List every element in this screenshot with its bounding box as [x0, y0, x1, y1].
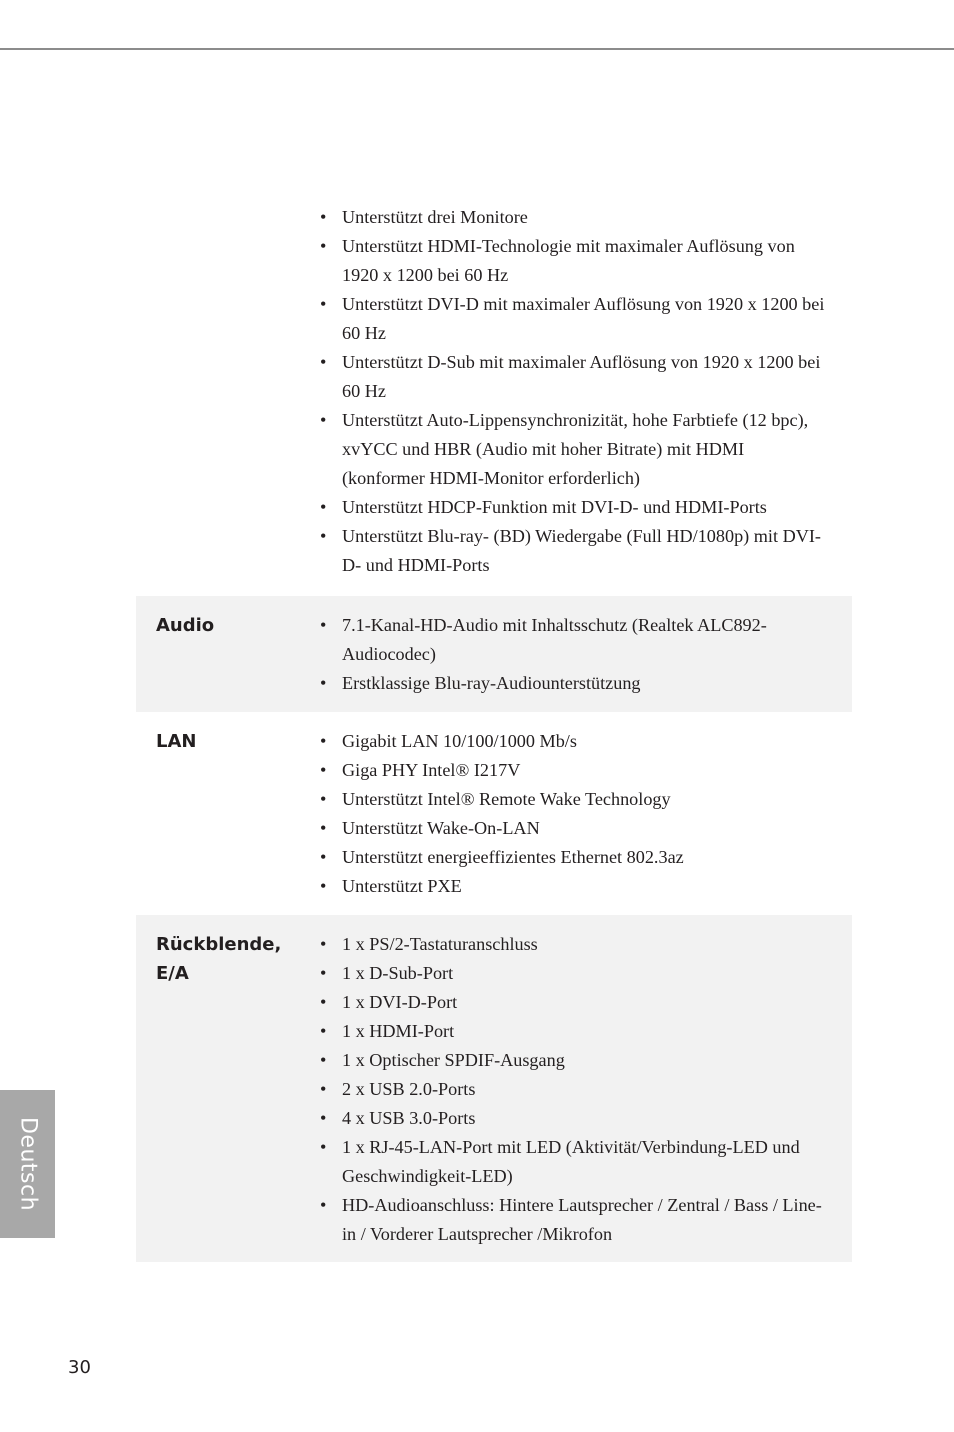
- bullet-icon: •: [320, 1079, 327, 1099]
- list-item-text: 1 x HDMI-Port: [342, 1021, 455, 1041]
- list-item: [300, 814, 830, 843]
- bullet-icon: •: [320, 963, 327, 983]
- list-item: [300, 611, 830, 669]
- spec-label-text-line1: Rückblende,: [156, 934, 282, 955]
- list-item-text: Unterstützt drei Monitore: [342, 207, 528, 227]
- bullet-icon: •: [320, 847, 327, 867]
- list-item: [300, 872, 830, 901]
- list-item: [300, 203, 830, 232]
- list-item: [300, 988, 830, 1017]
- language-tab: [0, 1090, 55, 1238]
- list-item-text: HD-Audioanschluss: Hintere Lautsprecher / Zentral / Bass / Line-in / Vorderer Lautsprecher /Mikrofon: [342, 1195, 822, 1244]
- list-item: [300, 727, 830, 756]
- list-item: [300, 959, 830, 988]
- list-item-text: Erstklassige Blu-ray-Audiounterstützung: [342, 673, 641, 693]
- list-item: [300, 290, 830, 348]
- list-item-text: 1 x PS/2-Tastaturanschluss: [342, 934, 538, 954]
- bullet-icon: •: [320, 1021, 327, 1041]
- list-item: [300, 669, 830, 698]
- bullet-icon: •: [320, 1050, 327, 1070]
- bullet-icon: •: [320, 294, 327, 314]
- spec-list-lan: [300, 727, 830, 901]
- spec-row-graphics-continued: [136, 198, 852, 596]
- list-item: [300, 232, 830, 290]
- list-item-text: 1 x D-Sub-Port: [342, 963, 454, 983]
- list-item-text: Unterstützt Intel® Remote Wake Technology: [342, 789, 671, 809]
- spec-label-text: LAN: [156, 731, 197, 752]
- list-item: [300, 493, 830, 522]
- list-item: [300, 1104, 830, 1133]
- list-item: [300, 1133, 830, 1191]
- spec-list-audio: [300, 611, 830, 698]
- spec-list-graphics: [300, 203, 830, 580]
- list-item: [300, 756, 830, 785]
- bullet-icon: •: [320, 1195, 327, 1215]
- spec-label-audio: [136, 611, 300, 640]
- list-item: [300, 930, 830, 959]
- list-item: [300, 1046, 830, 1075]
- bullet-icon: •: [320, 673, 327, 693]
- spec-label-text: Audio: [156, 615, 215, 636]
- list-item-text: 1 x DVI-D-Port: [342, 992, 458, 1012]
- list-item-text: Unterstützt PXE: [342, 876, 462, 896]
- page-number: 30: [68, 1357, 91, 1378]
- list-item: [300, 1191, 830, 1249]
- bullet-icon: •: [320, 789, 327, 809]
- bullet-icon: •: [320, 615, 327, 635]
- list-item-text: Unterstützt HDCP-Funktion mit DVI-D- und HDMI-Ports: [342, 497, 767, 517]
- list-item-text: Unterstützt Blu-ray- (BD) Wiedergabe (Full HD/1080p) mit DVI-D- und HDMI-Ports: [342, 526, 821, 575]
- bullet-icon: •: [320, 207, 327, 227]
- list-item-text: Gigabit LAN 10/100/1000 Mb/s: [342, 731, 577, 751]
- list-item-text: Unterstützt energieeffizientes Ethernet 802.3az: [342, 847, 684, 867]
- spec-row-audio: [136, 596, 852, 712]
- list-item-text: 1 x Optischer SPDIF-Ausgang: [342, 1050, 565, 1070]
- list-item-text: Unterstützt Auto-Lippensynchronizität, hohe Farbtiefe (12 bpc), xvYCC und HBR (Audio mit hoher Bitrate) mit HDMI (konformer HDMI-Monitor erforderlich): [342, 410, 809, 488]
- list-item-text: 7.1-Kanal-HD-Audio mit Inhaltsschutz (Realtek ALC892-Audiocodec): [342, 615, 767, 664]
- spec-label-rear-panel: [136, 930, 300, 988]
- bullet-icon: •: [320, 1137, 327, 1157]
- list-item-text: Giga PHY Intel® I217V: [342, 760, 521, 780]
- bullet-icon: •: [320, 818, 327, 838]
- spec-table: [136, 198, 852, 1262]
- bullet-icon: •: [320, 760, 327, 780]
- list-item: [300, 785, 830, 814]
- bullet-icon: •: [320, 731, 327, 751]
- list-item: [300, 1017, 830, 1046]
- list-item: [300, 1075, 830, 1104]
- list-item: [300, 522, 830, 580]
- header-rule: [0, 48, 954, 50]
- list-item: [300, 348, 830, 406]
- spec-label-text-line2: E/A: [156, 963, 189, 984]
- bullet-icon: •: [320, 934, 327, 954]
- list-item-text: 1 x RJ-45-LAN-Port mit LED (Aktivität/Verbindung-LED und Geschwindigkeit-LED): [342, 1137, 800, 1186]
- list-item: [300, 406, 830, 493]
- bullet-icon: •: [320, 992, 327, 1012]
- list-item-text: Unterstützt HDMI-Technologie mit maximaler Auflösung von 1920 x 1200 bei 60 Hz: [342, 236, 795, 285]
- spec-list-rear-panel: [300, 930, 830, 1249]
- spec-label-lan: [136, 727, 300, 756]
- bullet-icon: •: [320, 876, 327, 896]
- list-item: [300, 843, 830, 872]
- bullet-icon: •: [320, 1108, 327, 1128]
- spec-row-lan: [136, 712, 852, 915]
- language-tab-label: Deutsch: [15, 1116, 40, 1212]
- list-item-text: 2 x USB 2.0-Ports: [342, 1079, 476, 1099]
- list-item-text: Unterstützt Wake-On-LAN: [342, 818, 540, 838]
- list-item-text: 4 x USB 3.0-Ports: [342, 1108, 476, 1128]
- bullet-icon: •: [320, 236, 327, 256]
- bullet-icon: •: [320, 410, 327, 430]
- list-item-text: Unterstützt D-Sub mit maximaler Auflösung von 1920 x 1200 bei 60 Hz: [342, 352, 821, 401]
- list-item-text: Unterstützt DVI-D mit maximaler Auflösung von 1920 x 1200 bei 60 Hz: [342, 294, 825, 343]
- bullet-icon: •: [320, 526, 327, 546]
- spec-row-rear-panel: [136, 915, 852, 1262]
- bullet-icon: •: [320, 497, 327, 517]
- bullet-icon: •: [320, 352, 327, 372]
